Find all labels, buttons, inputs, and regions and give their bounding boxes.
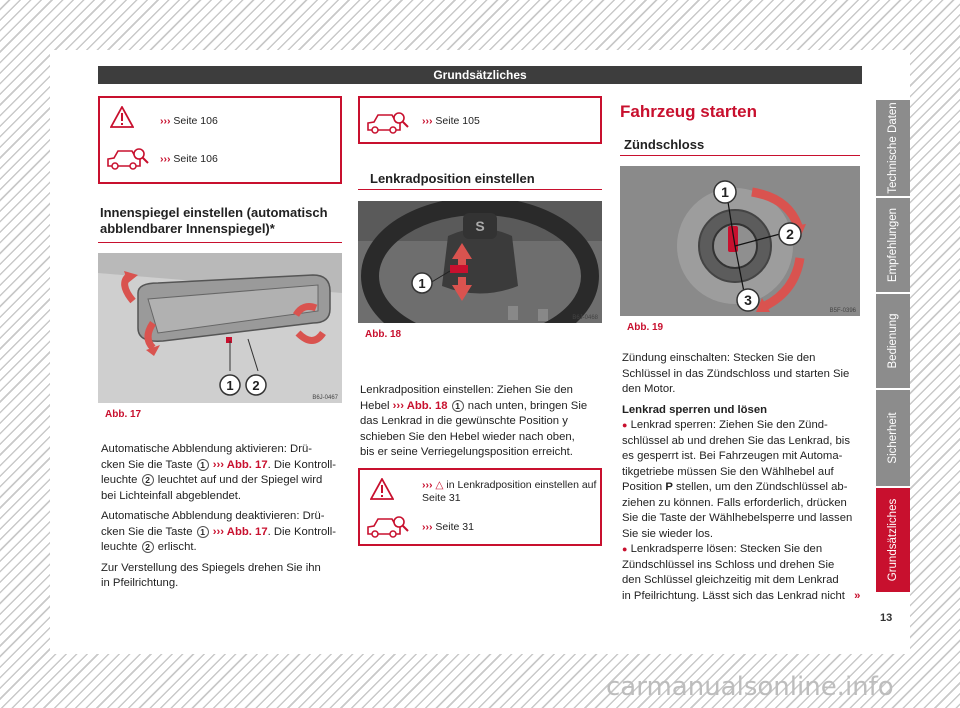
figure-link[interactable]: ››› Abb. 17 bbox=[212, 525, 268, 538]
paragraph-ignition: Zündung einschalten: Stecken Sie den Schlüssel in das Zündschloss und starten Sie den Motor. Lenkrad sperren und lösen ● Lenkrad sperren: Ziehen Sie den Zünd- schlüssel ab und drehen Sie das Lenkrad, bis es gesperrt ist. Bei Fahrzeugen mit Automa- tikgetriebe müssen Sie den Wählhebel auf Position P stellen, um den Zündschlüssel ab- ziehen zu können. Falls erforderlich, drücken Sie die Taste der Wählhebelsperre und lassen Sie sie wieder los. ● Lenkradsperre lösen: Stecken Sie den Zündschlüssel ins Schloss und drehen Sie den Schlüssel gleichzeitig mit dem Lenkrad in Pfeilrichtung. Lässt sich das Lenkrad nicht » bbox=[622, 352, 861, 602]
callout-2: 2 bbox=[786, 226, 794, 242]
callout-1: 1 bbox=[721, 184, 729, 200]
warning-reference[interactable]: ››› △ in Lenkradposition einstellen auf Seite 31 bbox=[422, 479, 597, 504]
callout-1: 1 bbox=[226, 378, 234, 393]
info-reference[interactable]: ››› Seite 106 bbox=[160, 153, 218, 165]
section-title-steering: Lenkradposition einstellen bbox=[370, 171, 535, 186]
car-magnifier-icon bbox=[366, 110, 410, 134]
svg-text:S: S bbox=[475, 218, 485, 234]
subheading-lock: Lenkrad sperren und lösen bbox=[622, 403, 768, 416]
page-title: Fahrzeug starten bbox=[620, 102, 757, 121]
section-rule bbox=[98, 242, 342, 243]
figure-code: B6J-0467 bbox=[312, 395, 338, 401]
callout-2: 2 bbox=[252, 378, 260, 393]
figure-caption: Abb. 17 bbox=[105, 409, 142, 420]
tab-technische-daten[interactable]: Technische Daten bbox=[876, 100, 910, 196]
bullet: ● bbox=[622, 544, 628, 554]
tab-empfehlungen[interactable]: Empfehlungen bbox=[876, 198, 910, 292]
tab-grundsaetzliches[interactable]: Grundsätzliches bbox=[876, 488, 910, 592]
warning-box-left bbox=[98, 96, 342, 184]
info-reference[interactable]: ››› Seite 105 bbox=[422, 115, 480, 127]
figure-link[interactable]: ››› Abb. 17 bbox=[212, 458, 268, 471]
figure-caption: Abb. 19 bbox=[627, 322, 664, 333]
figure-code: B6J-0468 bbox=[572, 315, 598, 321]
tab-sicherheit[interactable]: Sicherheit bbox=[876, 390, 910, 486]
figure-steering bbox=[358, 201, 602, 347]
page-number: 13 bbox=[880, 612, 893, 624]
car-magnifier-icon bbox=[106, 146, 150, 170]
paragraph-steering: Lenkradposition einstellen: Ziehen Sie den Hebel ››› Abb. 18 1 nach unten, bringen Sie das Lenkrad in die gewünschte Position y schieben Sie den Hebel wieder nach oben, bis er seine Verriegelungsposition erreicht. bbox=[360, 384, 588, 458]
section-rule bbox=[620, 155, 860, 156]
figure-code: B5F-0396 bbox=[829, 308, 856, 314]
figure-ignition bbox=[620, 166, 860, 340]
callout-3: 3 bbox=[744, 292, 752, 308]
figure-mirror bbox=[98, 253, 342, 427]
callout-1: 1 bbox=[418, 276, 426, 291]
warning-reference[interactable]: ››› Seite 106 bbox=[160, 115, 218, 127]
mirror-illustration bbox=[98, 253, 342, 403]
ignition-illustration bbox=[620, 166, 860, 316]
info-box-middle bbox=[358, 96, 602, 144]
continue-arrow: » bbox=[854, 589, 861, 602]
info-reference[interactable]: ››› Seite 31 bbox=[422, 521, 474, 533]
tab-bedienung[interactable]: Bedienung bbox=[876, 294, 910, 388]
watermark: carmanualsonline.info bbox=[606, 672, 894, 702]
warning-triangle-small-icon: △ bbox=[435, 479, 444, 491]
section-rule bbox=[358, 189, 602, 190]
warning-box-middle bbox=[358, 468, 602, 546]
figure-link[interactable]: ››› Abb. 18 bbox=[392, 399, 448, 412]
figure-caption: Abb. 18 bbox=[365, 329, 402, 340]
warning-triangle-icon bbox=[110, 106, 134, 128]
chapter-header: Grundsätzliches bbox=[98, 66, 862, 84]
paragraph-mirror: Automatische Abblendung aktivieren: Drü- cken Sie die Taste 1 ››› Abb. 17. Die Kontroll- leuchte 2 leuchtet auf und der Spiegel wird bei Lichteinfall abgeblendet. Automatische Abblendung deaktivieren: Drü- cken Sie die Taste 1 ››› Abb. 17. Die Kontroll- leuchte 2 erlischt. Zur Verstellung des Spiegels drehen Sie ihn in Pfeilrichtung. bbox=[101, 443, 337, 589]
section-title-ignition: Zündschloss bbox=[624, 137, 705, 152]
car-magnifier-icon bbox=[366, 514, 410, 538]
steering-illustration bbox=[358, 201, 602, 323]
warning-triangle-icon bbox=[370, 478, 394, 500]
section-title-mirror: Innenspiegel einstellen (automatisch abblendbarer Innenspiegel)* bbox=[100, 205, 328, 236]
bullet: ● bbox=[622, 420, 628, 430]
